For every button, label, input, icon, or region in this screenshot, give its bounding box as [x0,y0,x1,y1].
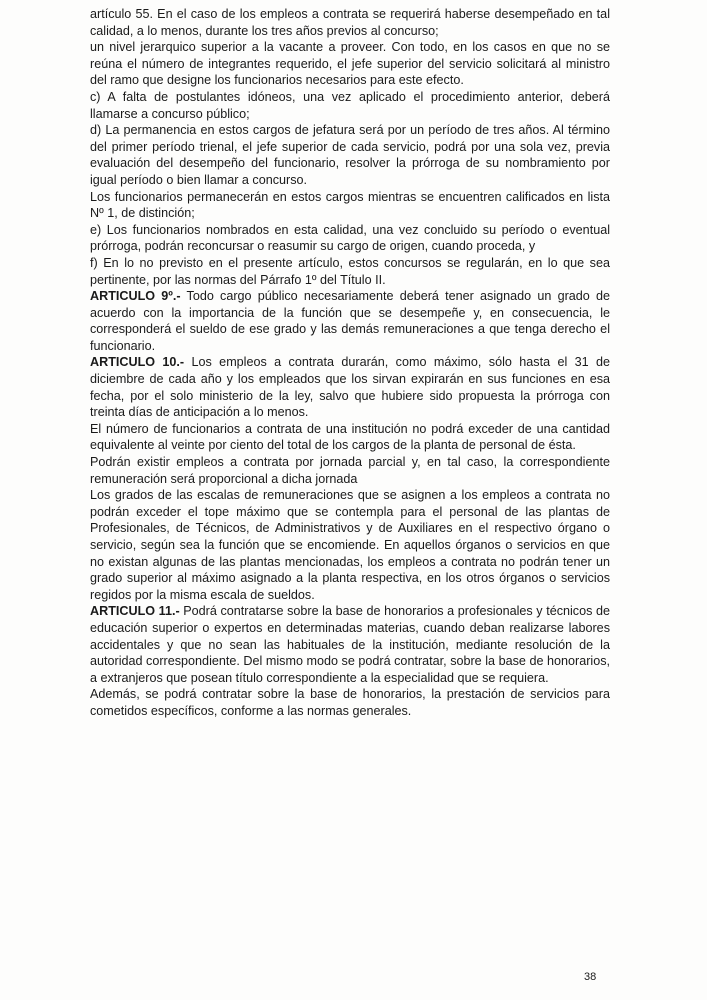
article-11-paragraph-services: Además, se podrá contratar sobre la base de honorarios, la prestación de servicios para cometidos específicos, conforme a las normas generales. [90,687,610,718]
paragraph-article-55: artículo 55. En el caso de los empleos a contrata se requerirá haberse desempeñado en tal calidad, a lo menos, durante los tres años previos al concurso; [90,7,610,38]
paragraph-hierarchy: un nivel jerarquico superior a la vacante a proveer. Con todo, en los casos en que no se reúna el número de integrantes requerido, el jefe superior del servicio solicitará al ministro del ramo que designe los funcionarios necesarios para este efecto. [90,40,610,88]
paragraph-list-distinction: Los funcionarios permanecerán en estos cargos mientras se encuentren calificados en lista Nº 1, de distinción; [90,189,610,221]
article-10-text: Los empleos a contrata durarán, como máximo, sólo hasta el 31 de diciembre de cada año y los empleados que los sirvan expirarán en sus funciones en esa fecha, por el solo ministerio de la ley, salvo que hubiere sido propuesta la prórroga con treinta días de anticipación a lo menos. [90,355,611,420]
article-11 [90,603,610,686]
article-9-text: Todo cargo público necesariamente deberá tener asignado un grado de acuerdo con la importancia de la función que se desempeñe y, en consecuencia, le corresponderá el sueldo de ese grado y las demás remuneraciones a que tenga derecho el funcionario. [90,289,610,353]
article-10 [90,354,610,420]
article-10-paragraph-grades: Los grados de las escalas de remuneraciones que se asignen a los empleos a contrata no podrán exceder el tope máximo que se contempla para el personal de las plantas de Profesionales, de Técnicos, de Administrativos y de Auxiliares en el respectivo órgano o servicio, según sea la función que se encomiende. En aquellos órganos o servicios en que no existan algunas de las plantas mencionadas, los empleos a contrata no podrán tener un grado superior al máximo asignado a la planta respectiva, en los otros órganos o servicios regidos por la misma escala de sueldos. [90,488,610,602]
article-10-paragraph-part-time: Podrán existir empleos a contrata por jornada parcial y, en tal caso, la correspondiente remuneración será proporcional a dicha jornada [90,455,610,486]
paragraph-item-e: e) Los funcionarios nombrados en esta calidad, una vez concluido su período o eventual prórroga, podrán reconcursar o reasumir su cargo de origen, cuando proceda, y [90,222,610,254]
paragraph-item-d: d) La permanencia en estos cargos de jefatura será por un período de tres años. Al término del primer período trienal, el jefe superior de cada servicio, podrá por una sola vez, previa evaluación del desempeño del funcionario, resolver la prórroga de su nombramiento por igual período o bien llamar a concurso. [90,123,610,187]
article-11-text: Podrá contratarse sobre la base de honorarios a profesionales y técnicos de educación superior o expertos en determinadas materias, cuando deban realizarse labores accidentales y que no sean las habituales de la institución, mediante resolución de la autoridad correspondiente. Del mismo modo se podrá contratar, sobre la base de honorarios, a extranjeros que posean título correspondiente a la especialidad que se requiera. [90,604,610,685]
article-10-heading: ARTICULO 10.- [90,355,185,370]
document-body [90,6,610,720]
page-number: 38 [584,971,597,983]
paragraph-item-c: c) A falta de postulantes idóneos, una vez aplicado el procedimiento anterior, deberá llamarse a concurso público; [90,89,610,121]
article-11-heading: ARTICULO 11.- [90,604,180,619]
paragraph-item-f: f) En lo no previsto en el presente artículo, estos concursos se regularán, en lo que sea pertinente, por las normas del Párrafo 1º del Título II. [90,255,610,287]
article-9-heading: ARTICULO 9º.- [90,289,181,304]
article-9 [90,288,610,354]
article-10-paragraph-limit: El número de funcionarios a contrata de una institución no podrá exceder de una cantidad equivalente al veinte por ciento del total de los cargos de la planta de personal de ésta. [90,421,610,453]
